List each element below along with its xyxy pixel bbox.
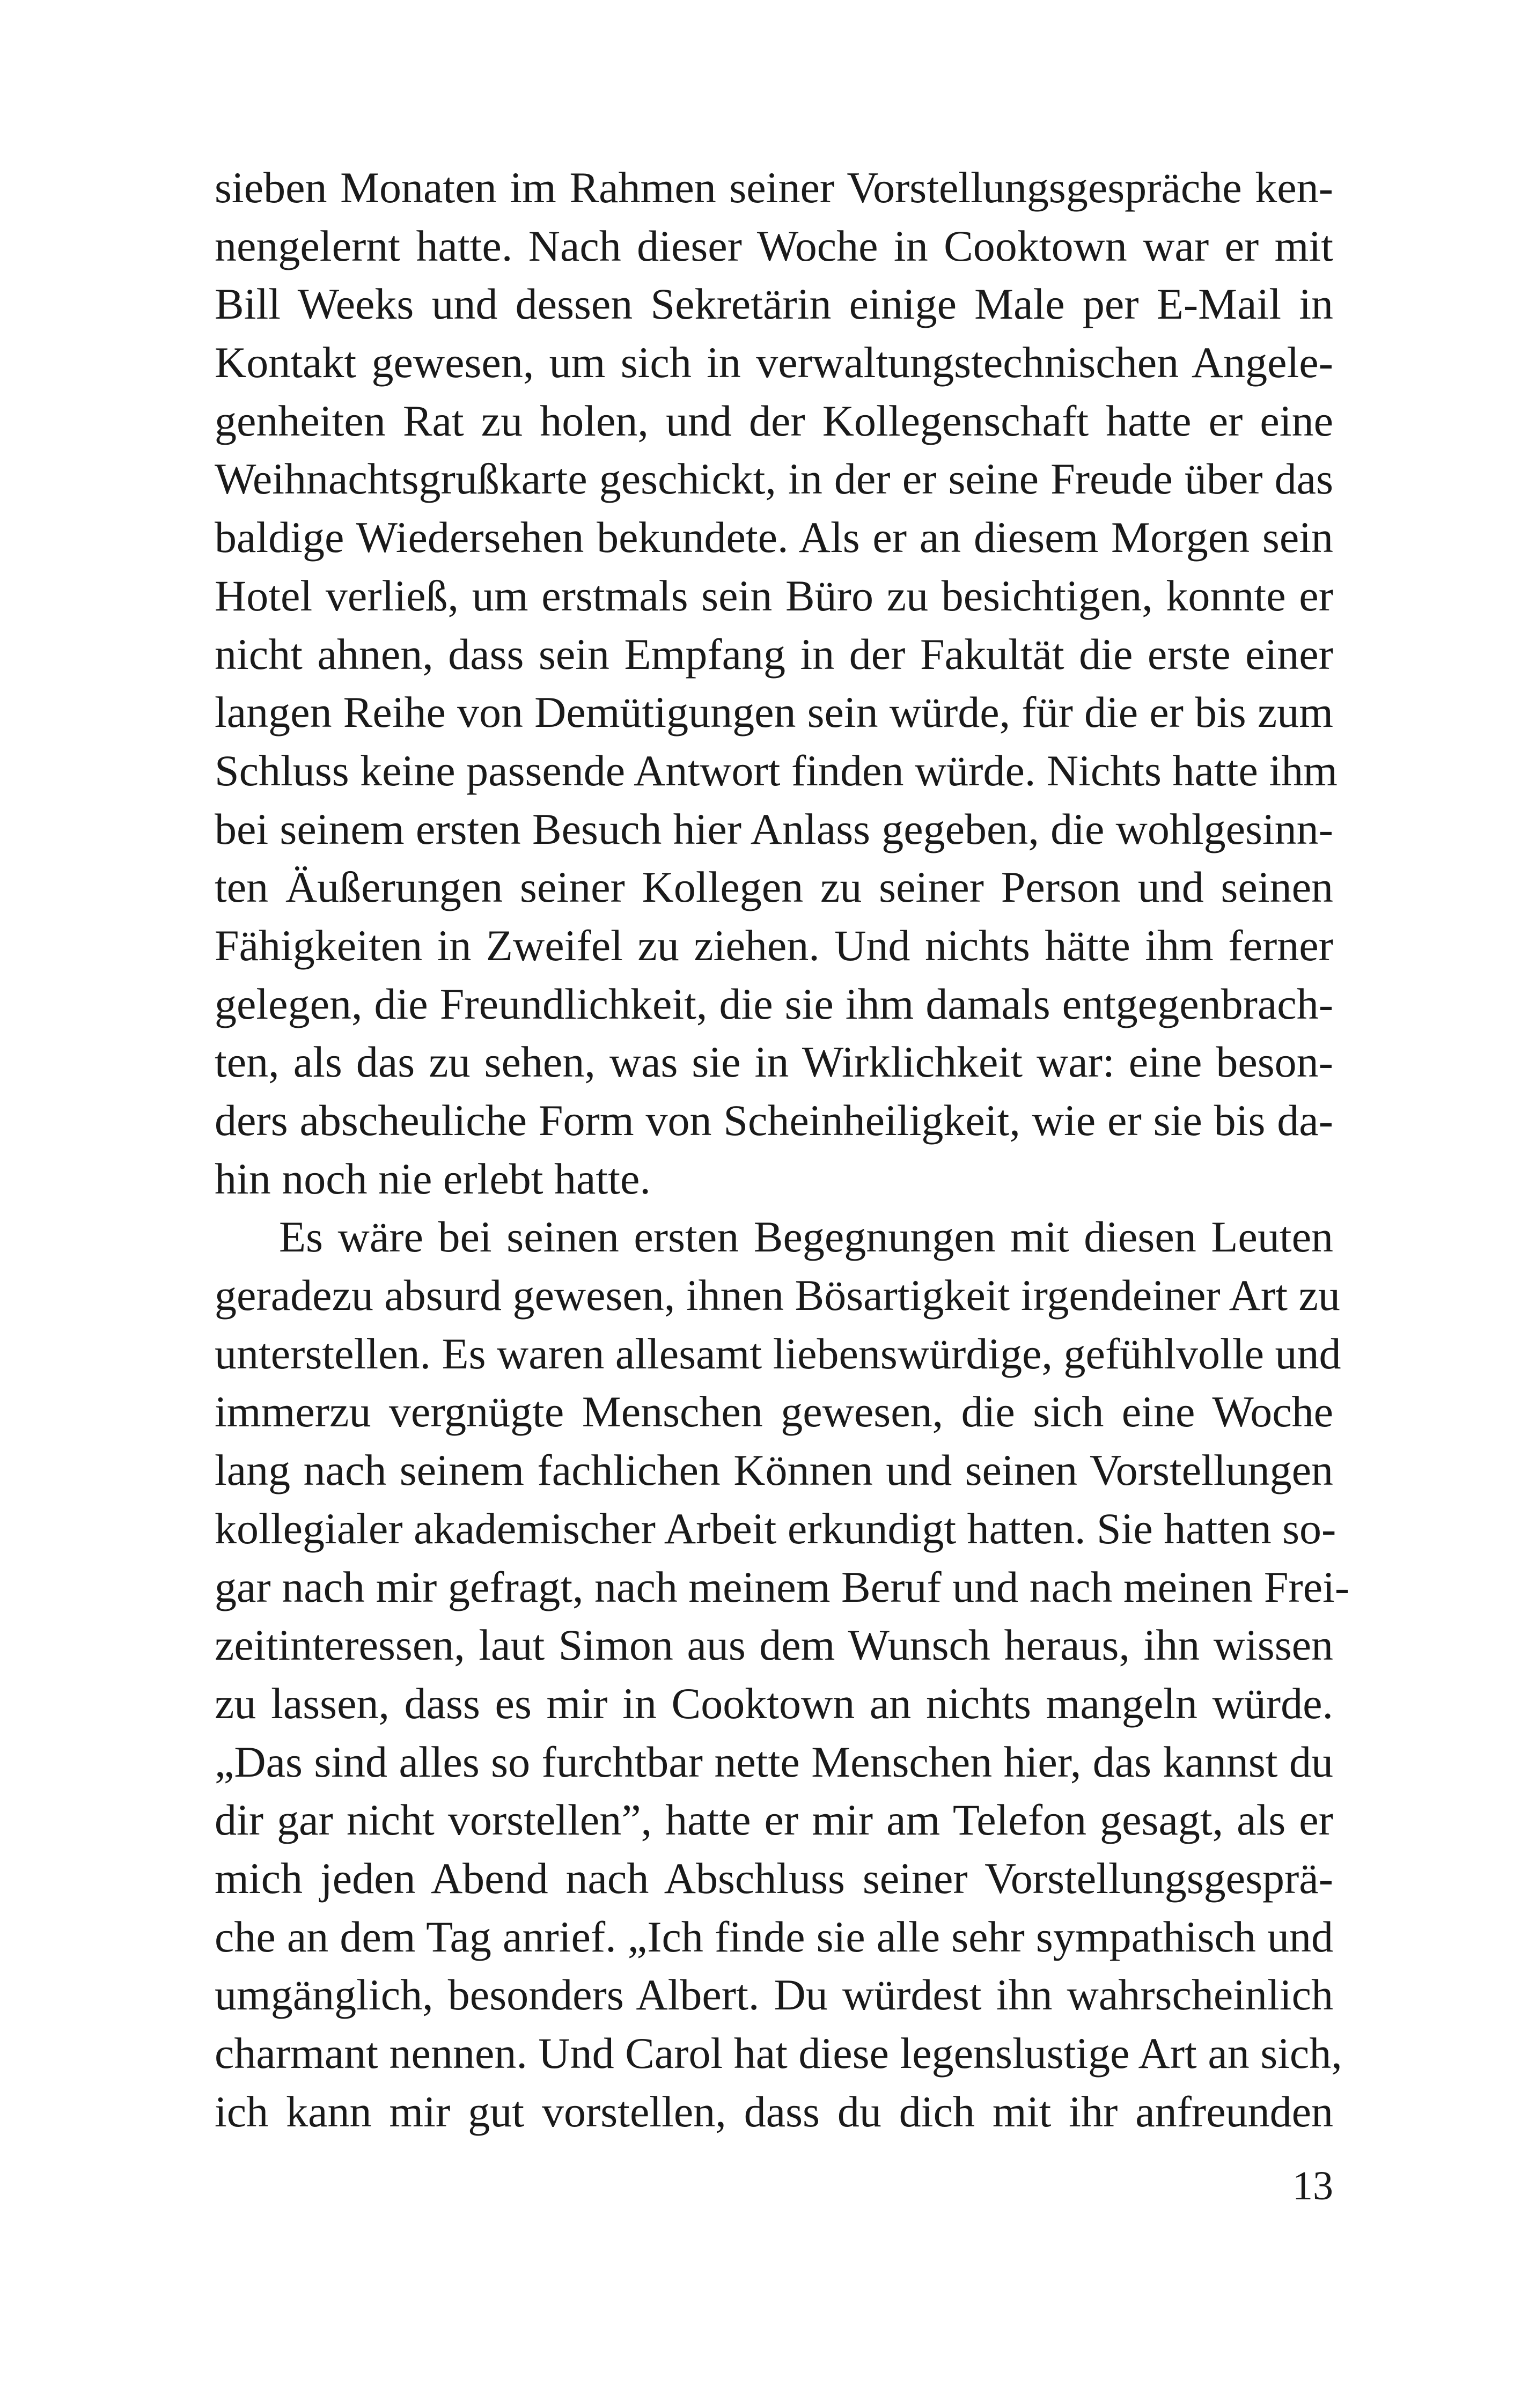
text-line: ich kann mir gut vorstellen, dass du dich mit ihr anfreunden <box>215 2087 1333 2136</box>
text-line: Hotel verließ, um erstmals sein Büro zu besichtigen, konnte er <box>215 571 1333 620</box>
text-line: Kontakt gewesen, um sich in verwaltungstechnischen Angele- <box>215 338 1333 387</box>
paragraph-2 <box>215 1208 1350 2141</box>
text-line: geradezu absurd gewesen, ihnen Bösartigkeit irgendeiner Art zu <box>215 1271 1340 1320</box>
text-line: dir gar nicht vorstellen”, hatte er mir am Telefon gesagt, als er <box>215 1795 1333 1845</box>
text-line: nicht ahnen, dass sein Empfang in der Fakultät die erste einer <box>215 629 1333 679</box>
body-text <box>215 159 1350 2141</box>
text-line: che an dem Tag anrief. „Ich finde sie alle sehr sympathisch und <box>215 1912 1333 1961</box>
text-line: umgänglich, besonders Albert. Du würdest ihn wahrscheinlich <box>215 1970 1333 2020</box>
text-line: mich jeden Abend nach Abschluss seiner Vorstellungsgesprä- <box>215 1853 1333 1903</box>
text-line: ten, als das zu sehen, was sie in Wirklichkeit war: eine beson- <box>215 1037 1333 1087</box>
text-line: zu lassen, dass es mir in Cooktown an nichts mangeln würde. <box>215 1678 1333 1728</box>
text-line: „Das sind alles so furchtbar nette Menschen hier, das kannst du <box>215 1737 1333 1786</box>
text-line: hin noch nie erlebt hatte. <box>215 1154 651 1203</box>
text-line: sieben Monaten im Rahmen seiner Vorstellungsgespräche ken- <box>215 163 1333 212</box>
text-line: bei seinem ersten Besuch hier Anlass gegeben, die wohlgesinn- <box>215 804 1333 853</box>
text-line: ten Äußerungen seiner Kollegen zu seiner Person und seinen <box>215 863 1333 912</box>
text-line: baldige Wiedersehen bekundete. Als er an diesem Morgen sein <box>215 513 1333 562</box>
text-line: Fähigkeiten in Zweifel zu ziehen. Und nichts hätte ihm ferner <box>215 921 1333 970</box>
paragraph-1 <box>215 159 1338 1208</box>
text-line: Schluss keine passende Antwort finden würde. Nichts hatte ihm <box>215 746 1338 795</box>
text-line: langen Reihe von Demütigungen sein würde, für die er bis zum <box>215 688 1333 737</box>
text-line: charmant nennen. Und Carol hat diese legenslustige Art an sich, <box>215 2029 1342 2078</box>
text-line: kollegialer akademischer Arbeit erkundigt hatten. Sie hatten so- <box>215 1504 1336 1553</box>
text-line: gelegen, die Freundlichkeit, die sie ihm damals entgegenbrach- <box>215 979 1333 1028</box>
text-line: zeitinteressen, laut Simon aus dem Wunsch heraus, ihn wissen <box>215 1621 1333 1670</box>
text-line: gar nach mir gefragt, nach meinem Beruf und nach meinen Frei- <box>215 1562 1350 1611</box>
text-line: nengelernt hatte. Nach dieser Woche in Cooktown war er mit <box>215 221 1333 270</box>
text-line: genheiten Rat zu holen, und der Kollegenschaft hatte er eine <box>215 396 1333 445</box>
text-line: lang nach seinem fachlichen Können und seinen Vorstellungen <box>215 1446 1333 1495</box>
text-line: ders abscheuliche Form von Scheinheiligkeit, wie er sie bis da- <box>215 1096 1333 1145</box>
page-number: 13 <box>1292 2163 1333 2208</box>
text-line: immerzu vergnügte Menschen gewesen, die sich eine Woche <box>215 1387 1333 1437</box>
text-line: Weihnachtsgrußkarte geschickt, in der er seine Freude über das <box>215 454 1333 504</box>
text-line: Bill Weeks und dessen Sekretärin einige Male per E-Mail in <box>215 279 1333 329</box>
text-line: unterstellen. Es waren allesamt liebenswürdige, gefühlvolle und <box>215 1329 1341 1378</box>
text-line: Es wäre bei seinen ersten Begegnungen mit diesen Leuten <box>279 1212 1333 1262</box>
